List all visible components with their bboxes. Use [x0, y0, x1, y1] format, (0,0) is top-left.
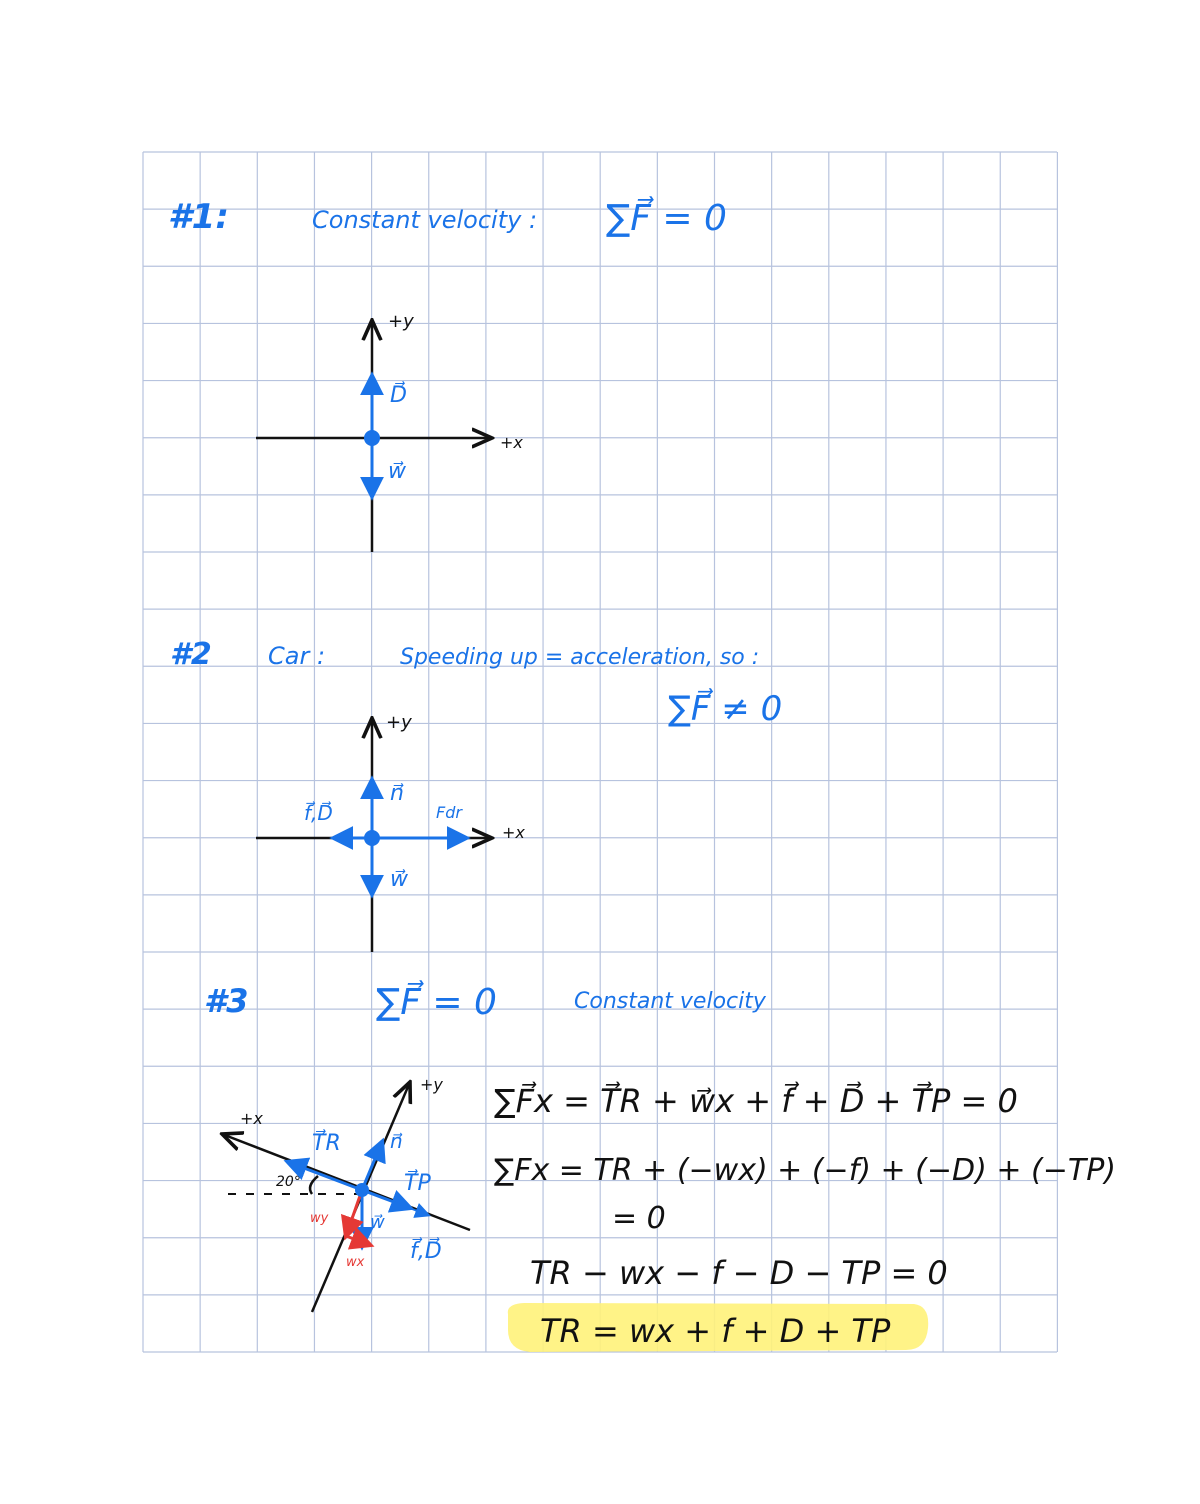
- problem-2-statement: Speeding up = acceleration, so :: [400, 645, 760, 670]
- y-axis-label: +y: [386, 712, 412, 733]
- y-axis-label: +y: [388, 311, 414, 332]
- component-wx-label: wx: [346, 1255, 365, 1270]
- problem-2-label: #2: [170, 637, 212, 672]
- vector-d-label: D⃗: [390, 383, 407, 408]
- problem-2-free-body-diagram: [256, 712, 525, 952]
- problem-1-title: Constant velocity :: [312, 206, 538, 234]
- vector-fd-label: f⃗,D⃗: [304, 801, 333, 825]
- problem-1-label: #1:: [168, 197, 229, 237]
- x-axis-label: +x: [240, 1109, 263, 1128]
- problem-2: [170, 637, 782, 952]
- x-axis: [222, 1134, 470, 1230]
- problem-3: [204, 979, 1116, 1352]
- problem-2-equation: ∑F⃗ ≠ 0: [668, 689, 783, 729]
- equation-line-3: = 0: [612, 1201, 666, 1236]
- problem-3-free-body-diagram: [222, 1075, 470, 1312]
- object-dot: [364, 430, 380, 446]
- vector-n-label: n⃗: [390, 1129, 403, 1153]
- y-axis-label: +y: [420, 1075, 443, 1094]
- problem-3-equation: ∑F⃗ = 0: [376, 982, 497, 1023]
- vector-fd-label: f⃗,D⃗: [410, 1239, 442, 1264]
- problem-3-note: Constant velocity: [574, 989, 766, 1014]
- problem-1: [168, 195, 727, 552]
- component-wy-label: wy: [310, 1211, 329, 1226]
- vector-n-label: n⃗: [390, 781, 404, 806]
- problem-1-equation: ∑F⃗ = 0: [606, 198, 727, 239]
- problem-3-equations: [494, 1081, 1116, 1352]
- equation-result: TR = wx + f + D + TP: [540, 1312, 891, 1350]
- object-dot: [355, 1183, 369, 1197]
- equation-line-1: ∑F⃗x = T⃗R + w⃗x + f⃗ + D⃗ + T⃗P = 0: [494, 1082, 1018, 1120]
- vector-tp-label: T⃗P: [404, 1171, 431, 1196]
- x-axis-label: +x: [500, 433, 523, 452]
- problem-3-label: #3: [204, 982, 249, 1020]
- angle-label: 20°: [276, 1174, 301, 1190]
- equation-line-2: ∑Fx = TR + (−wx) + (−f) + (−D) + (−TP): [494, 1153, 1116, 1188]
- vector-w-label: w⃗: [370, 1212, 385, 1233]
- vector-w-label: w⃗: [388, 459, 406, 484]
- problem-2-subject: Car :: [268, 642, 326, 670]
- vector-fdr-label: Fdr: [436, 803, 462, 822]
- component-wy-arrow: [346, 1190, 362, 1236]
- vector-w-label: w⃗: [390, 867, 408, 892]
- vector-tr-label: T⃗R: [312, 1131, 341, 1156]
- equation-line-4: TR − wx − f − D − TP = 0: [530, 1254, 948, 1292]
- problem-1-free-body-diagram: [256, 311, 523, 552]
- x-axis-label: +x: [502, 823, 525, 842]
- object-dot: [364, 830, 380, 846]
